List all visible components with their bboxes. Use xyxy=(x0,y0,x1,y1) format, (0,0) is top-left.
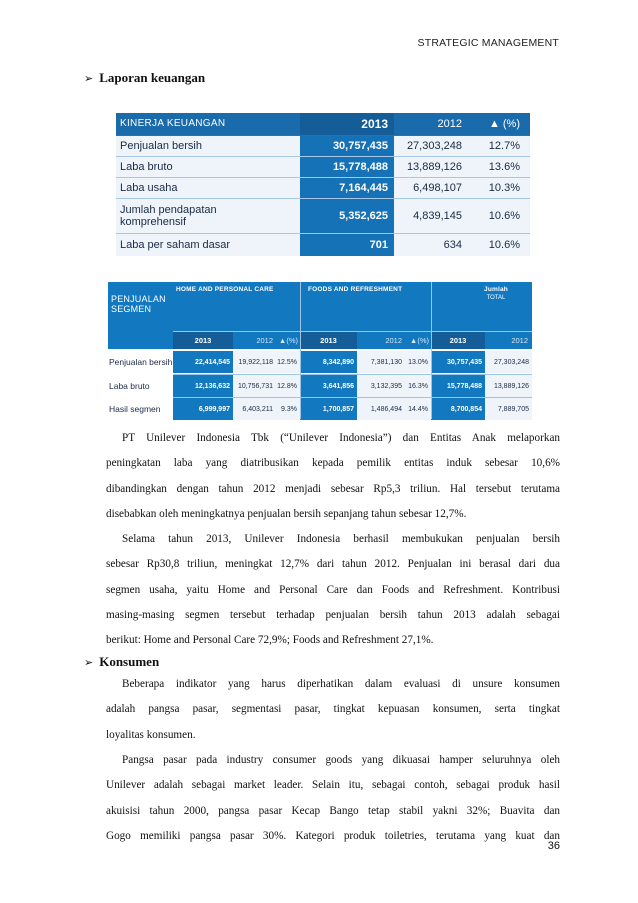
total-2012: 13,889,126 xyxy=(485,375,532,397)
table-row xyxy=(108,398,532,419)
value-2012: 27,303,248 xyxy=(394,136,468,156)
running-header: STRATEGIC MANAGEMENT xyxy=(417,37,559,49)
section-title: Laporan keuangan xyxy=(99,70,206,85)
sub-delta: ▲(%) xyxy=(409,336,429,345)
fr-pct: 14.4% xyxy=(405,398,431,420)
value-2012: 6,498,107 xyxy=(394,178,468,198)
row-label: Jumlah pendapatan komprehensif xyxy=(116,199,300,233)
page-number: 36 xyxy=(547,840,560,852)
value-2013: 30,757,435 xyxy=(300,136,394,156)
value-2013: 701 xyxy=(300,234,394,256)
sub-2013: 2013 xyxy=(300,332,357,349)
paragraph-pangsa-pasar: Pangsa pasar pada industry consumer goods yang dikuasai hamper seluruhnya oleh Unilever adalah sebagai market leader. Selain itu, sebagai contoh, sebagai produk hasil akuisisi tahun 2000, pangsa pasar Kecap Bango tetap stabil yakni 32%; Buavita dan Gogo memiliki pangsa pasar 30%. Kategori produk toiletries, terutama yang kuat dan xyxy=(106,754,560,842)
value-2012: 13,889,126 xyxy=(394,157,468,177)
sub-2013: 2013 xyxy=(431,332,485,349)
hpc-pct: 9.3% xyxy=(276,398,300,420)
section-heading-konsumen xyxy=(84,654,159,670)
row-label: Laba bruto xyxy=(109,380,150,391)
section-heading-laporan xyxy=(84,70,205,86)
value-2012: 634 xyxy=(394,234,468,256)
arrow-bullet-icon: ➢ xyxy=(84,655,94,669)
total-2013: 15,778,488 xyxy=(431,375,485,397)
sub-delta: ▲(%) xyxy=(278,336,298,345)
table-row xyxy=(116,136,530,156)
table-row xyxy=(108,351,532,373)
table-row xyxy=(116,234,530,256)
group-fr: FOODS AND REFRESHMENT xyxy=(308,286,403,293)
value-2012: 4,839,145 xyxy=(394,199,468,233)
row-label: Penjualan bersih xyxy=(109,356,173,367)
value-2013: 15,778,488 xyxy=(300,157,394,177)
sub-2012: 2012 xyxy=(385,336,402,345)
hpc-2012: 19,922,118 xyxy=(233,351,276,373)
section-title: Konsumen xyxy=(99,654,160,669)
table-row xyxy=(116,199,530,233)
value-2013: 7,164,445 xyxy=(300,178,394,198)
table-row xyxy=(116,157,530,177)
penjualan-segmen-table xyxy=(108,282,532,419)
total-2013: 8,700,854 xyxy=(431,398,485,420)
value-pct: 13.6% xyxy=(468,157,530,177)
hpc-2012: 6,403,211 xyxy=(233,398,276,420)
kinerja-header-row xyxy=(116,113,530,135)
paragraph-indikator: Beberapa indikator yang harus diperhatikan dalam evaluasi di unsure konsumen adalah pangsa pasar, segmentasi pasar, tingkat kepuasan konsumen, serta tingkat loyalitas konsumen. xyxy=(106,678,560,741)
col-delta: ▲ (%) xyxy=(468,113,530,135)
total-2012: 7,889,705 xyxy=(485,398,532,420)
hpc-2013: 12,136,632 xyxy=(173,375,233,397)
arrow-bullet-icon: ➢ xyxy=(84,71,94,85)
hpc-2013: 22,414,545 xyxy=(173,351,233,373)
paragraph-penjualan: Selama tahun 2013, Unilever Indonesia berhasil membukukan penjualan bersih sebesar Rp30,8 triliun, meningkat 12,7% dari tahun 2012. Penjualan ini berasal dari dua segmen usaha, yaitu Home and Personal Care dan Foods and Refreshment. Kontribusi masing-masing segmen tersebut terhadap penjualan bersih tahun 2013 adalah sebagai berikut: Home and Personal Care 72,9%; Foods and Refreshment 27,1%. xyxy=(106,533,560,647)
col-2013: 2013 xyxy=(300,113,394,135)
hpc-pct: 12.5% xyxy=(276,351,300,373)
sub-2013: 2013 xyxy=(173,332,233,349)
sub-2012: 2012 xyxy=(511,336,528,345)
hpc-pct: 12.8% xyxy=(276,375,300,397)
value-2013: 5,352,625 xyxy=(300,199,394,233)
group-hpc: HOME AND PERSONAL CARE xyxy=(176,286,274,293)
row-label: Penjualan bersih xyxy=(116,136,300,156)
value-pct: 10.6% xyxy=(468,234,530,256)
hpc-2012: 10,756,731 xyxy=(233,375,276,397)
fr-2013: 8,342,890 xyxy=(300,351,357,373)
group-total-sub: TOTAL xyxy=(486,295,506,301)
hpc-2013: 6,999,997 xyxy=(173,398,233,420)
fr-2012: 7,381,130 xyxy=(357,351,405,373)
row-label: Laba per saham dasar xyxy=(116,234,300,256)
fr-pct: 16.3% xyxy=(405,375,431,397)
row-label: Laba bruto xyxy=(116,157,300,177)
value-pct: 10.3% xyxy=(468,178,530,198)
total-2013: 30,757,435 xyxy=(431,351,485,373)
sub-2012: 2012 xyxy=(256,336,273,345)
table-row xyxy=(108,375,532,397)
fr-2012: 3,132,395 xyxy=(357,375,405,397)
paragraph-laba: PT Unilever Indonesia Tbk (“Unilever Indonesia”) dan Entitas Anak melaporkan peningkatan laba yang diatribusikan kepada pemilik entitas induk sebesar 10,6% dibandingkan dengan tahun 2012 menjadi sebesar Rp5,3 triliun. Hal tersebut terutama disebabkan oleh meningkatnya penjualan bersih sepanjang tahun sebesar 12,7%. xyxy=(106,432,560,520)
fr-pct: 13.0% xyxy=(405,351,431,373)
total-2012: 27,303,248 xyxy=(485,351,532,373)
col-2012: 2012 xyxy=(394,113,468,135)
row-label: Laba usaha xyxy=(116,178,300,198)
group-total: Jumlah xyxy=(484,286,508,293)
table-row xyxy=(116,178,530,198)
value-pct: 12.7% xyxy=(468,136,530,156)
kinerja-keuangan-table xyxy=(116,113,530,256)
value-pct: 10.6% xyxy=(468,199,530,233)
row-label: Hasil segmen xyxy=(109,403,161,414)
fr-2013: 3,641,856 xyxy=(300,375,357,397)
segmen-title: PENJUALAN SEGMEN xyxy=(111,294,166,314)
kinerja-title: KINERJA KEUANGAN xyxy=(116,113,300,135)
fr-2012: 1,486,494 xyxy=(357,398,405,420)
fr-2013: 1,700,857 xyxy=(300,398,357,420)
